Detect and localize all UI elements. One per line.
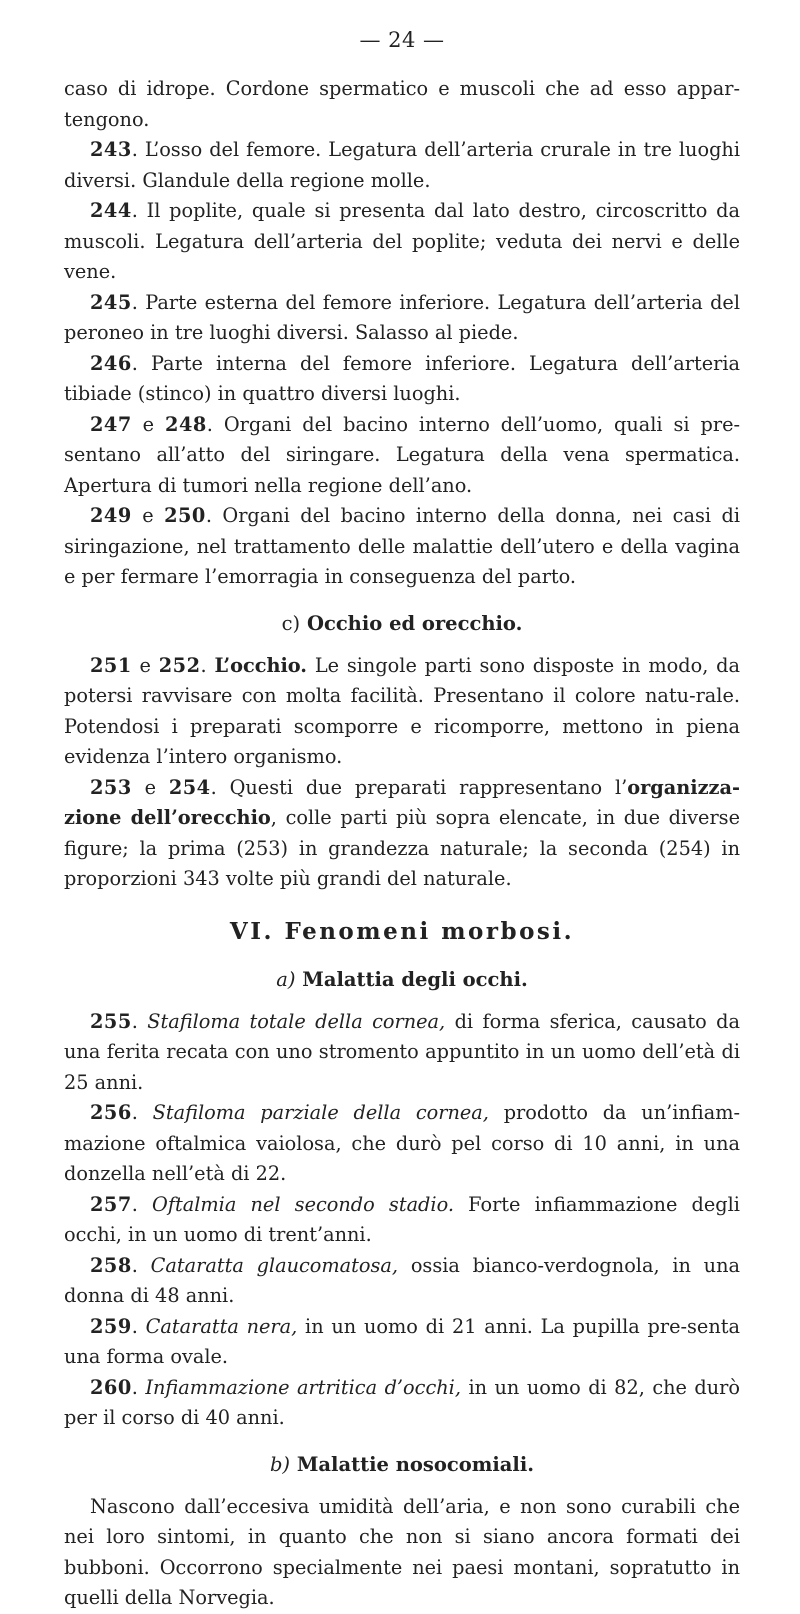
entry-text: Le singole parti sono disposte in modo, da potersi ravvisare con molta facilità. Presentano il colore natu-rale. Potendosi i preparati scomporre e ricomporre, mettono in piena evidenza l’intero organismo. [64, 653, 740, 768]
entry-number: 260 [90, 1375, 132, 1399]
entry-number: 246 [90, 351, 132, 375]
entry-number: 245 [90, 290, 132, 314]
entry-255: 255. Stafiloma totale della cornea, di forma sferica, causato da una ferita recata con uno stromento appuntito in un uomo dell’età di 25 anni. [64, 1009, 740, 1094]
entry-259: 259. Cataratta nera, in un uomo di 21 anni. La pupilla pre-senta una forma ovale. [64, 1314, 740, 1368]
entry-text-after: , colle parti più sopra elencate, in due diverse figure; la prima (253) in grandezza naturale; la seconda (254) in proporzioni 343 volte più grandi del naturale. [64, 806, 740, 890]
section-letter: a) [276, 967, 296, 991]
entry-number-2: 248 [165, 412, 207, 436]
entry-conjunction: e [131, 504, 165, 527]
intro-paragraph: caso di idrope. Cordone spermatico e muscoli che ad esso appar-tengono. [64, 77, 740, 131]
entry-number: 244 [90, 199, 132, 222]
entry-260: 260. Infiammazione artritica d’occhi, in un uomo di 82, che durò per il corso di 40 anni. [64, 1375, 741, 1429]
page-number: — 24 — [359, 28, 445, 52]
entry-number: 259 [90, 1314, 132, 1338]
entry-text: di forma sferica, causato da una ferita recata con uno stromento appuntito in un uomo dell’età di 25 anni. [64, 1009, 740, 1094]
chapter-heading [64, 915, 740, 949]
entry-247-248: 247 e 248. Organi del bacino interno dell’uomo, quali si pre-sentano all’atto del siringare. Legatura della vena spermatica. Apertura di tumori nella regione dell’ano. [64, 412, 741, 497]
chapter-numeral: VI. [229, 917, 274, 945]
entry-246: 246. Parte interna del femore inferiore. Legatura dell’arteria tibiade (stinco) in quattro diversi luoghi. [64, 351, 740, 405]
section-heading-b [64, 1450, 740, 1480]
entry-number: 243 [90, 138, 132, 161]
entry-conjunction: e [131, 412, 166, 436]
entry-243: 243. L’osso del femore. Legatura dell’arteria crurale in tre luoghi diversi. Glandule della regione molle. [64, 138, 740, 192]
entry-text: Parte esterna del femore inferiore. Legatura dell’arteria del peroneo in tre luoghi diversi. Salasso al piede. [64, 290, 740, 344]
entry-title: Cataratta glaucomatosa, [150, 1253, 399, 1277]
entry-text: L’osso del femore. Legatura dell’arteria crurale in tre luoghi diversi. Glandule della regione molle. [64, 138, 740, 192]
entry-text: Organi del bacino interno della donna, nei casi di siringazione, nel trattamento delle malattie dell’utero e della vagina e per fermare l’emorragia in conseguenza del parto. [64, 504, 740, 588]
entry-number: 256 [90, 1101, 132, 1124]
entry-conjunction: e [131, 653, 159, 677]
entry-number: 257 [90, 1192, 132, 1216]
chapter-title: Fenomeni morbosi. [284, 917, 575, 945]
section-title: Occhio ed orecchio. [306, 611, 523, 635]
entry-text: in un uomo di 21 anni. La pupilla pre-senta una forma ovale. [64, 1314, 740, 1368]
section-heading-a [64, 965, 740, 995]
entry-257: 257. Oftalmia nel secondo stadio. Forte infiammazione degli occhi, in un uomo di trent’anni. [64, 1192, 740, 1246]
entry-number: 251 [90, 653, 132, 677]
entry-258: 258. Cataratta glaucomatosa, ossia bianco-verdognola, in una donna di 48 anni. [64, 1253, 740, 1307]
entry-text: Parte interna del femore inferiore. Legatura dell’arteria tibiade (stinco) in quattro diversi luoghi. [64, 351, 740, 405]
closing-paragraph: Nascono dall’eccesiva umidità dell’aria, e non sono curabili che nei loro sintomi, in quanto che non si siano ancora formati dei bubboni. Occorrono specialmente nei paesi montani, sopratutto in quelli della Norvegia. [64, 1494, 740, 1609]
entry-text-before: Questi due preparati rappresentano l’ [229, 775, 628, 799]
entry-256: 256. Stafiloma parziale della cornea, prodotto da un’infiam-mazione oftalmica vaiolosa, che durò pel corso di 10 anni, in una donzella nell’età di 22. [64, 1101, 740, 1185]
entry-text: ossia bianco-verdognola, in una donna di 48 anni. [64, 1253, 740, 1307]
entry-text: in un uomo di 82, che durò per il corso di 40 anni. [64, 1375, 741, 1429]
entry-number-2: 254 [168, 775, 211, 799]
entry-title: Stafiloma totale della cornea, [147, 1009, 446, 1033]
section-letter: c) [281, 611, 301, 635]
section-letter: b) [269, 1452, 291, 1476]
entry-conjunction: e [131, 775, 169, 799]
entry-251-252: 251 e 252. L’occhio. Le singole parti sono disposte in modo, da potersi ravvisare con molta facilità. Presentano il colore natu-rale. Potendosi i preparati scomporre e ricomporre, mettono in piena evidenza l’intero organismo. [64, 653, 740, 768]
entry-text: Forte infiammazione degli occhi, in un uomo di trent’anni. [64, 1192, 740, 1246]
entry-245: 245. Parte esterna del femore inferiore. Legatura dell’arteria del peroneo in tre luoghi diversi. Salasso al piede. [64, 290, 740, 344]
section-title: Malattie nosocomiali. [296, 1452, 535, 1476]
entry-title: Cataratta nera, [145, 1314, 298, 1338]
section-title: Malattia degli occhi. [302, 967, 528, 991]
entry-number-2: 252 [158, 653, 201, 677]
entry-244: 244. Il poplite, quale si presenta dal lato destro, circoscritto da muscoli. Legatura dell’arteria del poplite; veduta dei nervi e delle vene. [64, 199, 740, 283]
entry-number: 247 [90, 412, 132, 436]
section-heading-c [64, 609, 740, 639]
entry-number: 253 [90, 775, 132, 799]
entry-text: Organi del bacino interno dell’uomo, quali si pre-sentano all’atto del siringare. Legatura della vena spermatica. Apertura di tumori nella regione dell’ano. [64, 412, 741, 497]
entry-lead: L’occhio. [214, 653, 308, 677]
entry-249-250: 249 e 250. Organi del bacino interno della donna, nei casi di siringazione, nel trattamento delle malattie dell’utero e della vagina e per fermare l’emorragia in conseguenza del parto. [64, 504, 740, 588]
entry-253-254: 253 e 254. Questi due preparati rappresentano l’organizza-zione dell’orecchio, colle parti più sopra elencate, in due diverse figure; la prima (253) in grandezza naturale; la seconda (254) in proporzioni 343 volte più grandi del naturale. [64, 775, 740, 890]
entry-number: 258 [90, 1253, 132, 1277]
entry-number-2: 250 [164, 504, 206, 527]
entry-number: 249 [90, 504, 132, 527]
entry-text: Il poplite, quale si presenta dal lato destro, circoscritto da muscoli. Legatura dell’arteria del poplite; veduta dei nervi e delle vene. [64, 199, 740, 283]
entry-title: Oftalmia nel secondo stadio. [152, 1192, 454, 1216]
entry-number: 255 [90, 1009, 132, 1033]
entry-title: Stafiloma parziale della cornea, [152, 1101, 489, 1124]
entry-title: Infiammazione artritica d’occhi, [145, 1375, 461, 1399]
entry-text: prodotto da un’infiam-mazione oftalmica vaiolosa, che durò pel corso di 10 anni, in una donzella nell’età di 22. [64, 1101, 740, 1185]
entry-emphasis: organizza-zione dell’orecchio [64, 775, 740, 829]
